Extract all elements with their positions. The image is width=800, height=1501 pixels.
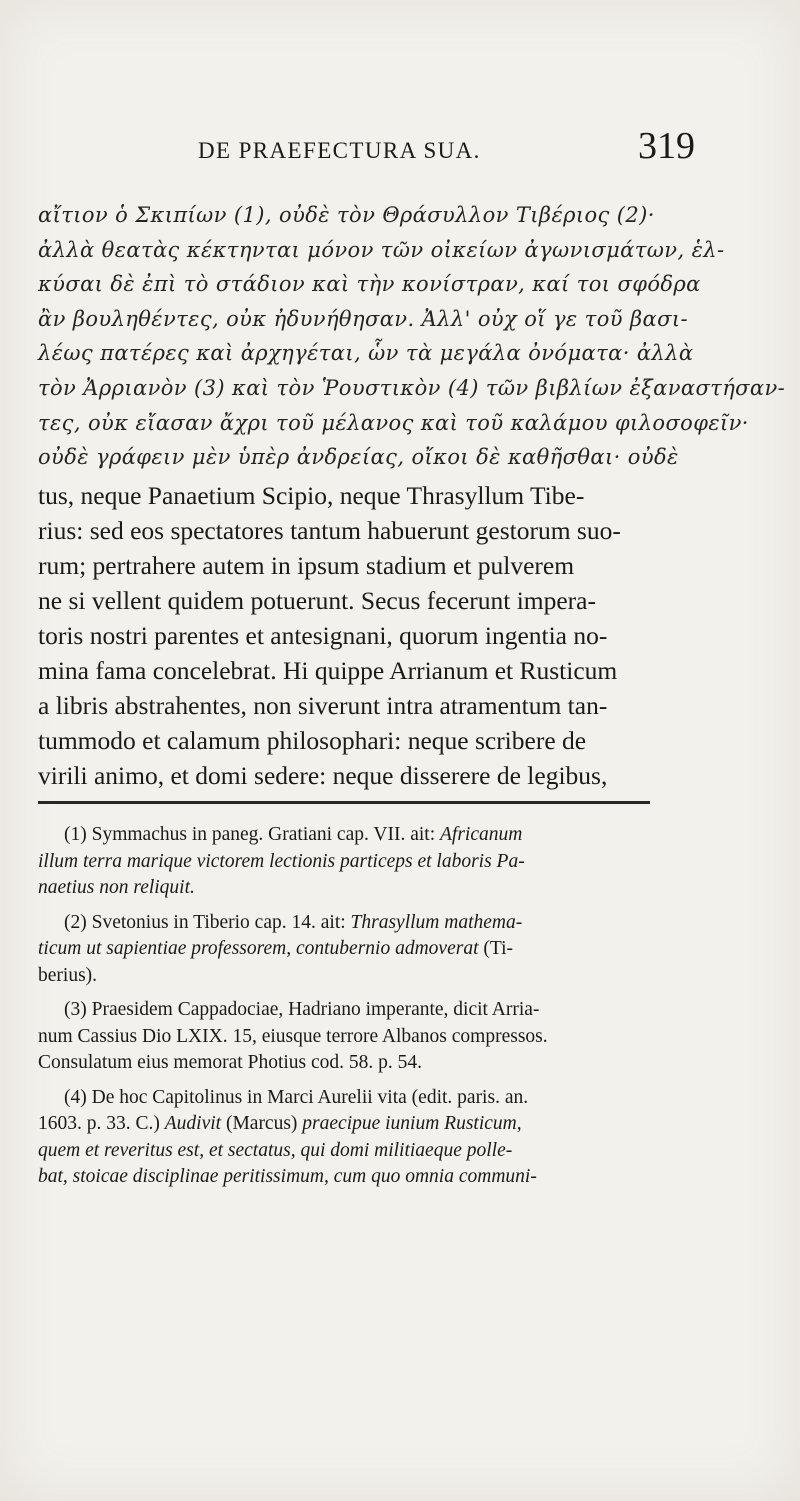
latin-line: a libris abstrahentes, non siverunt intra atramentum tan- [38, 691, 608, 720]
greek-line: αἴτιον ὁ Σκιπίων (1), οὐδὲ τὸν Θράσυλλον Τιβέριος (2)· [38, 203, 655, 227]
latin-line: tummodo et calamum philosophari: neque scribere de [38, 726, 587, 755]
latin-line: virili animo, et domi sedere: neque disserere de legibus, [38, 761, 608, 790]
footnote-2: (2) Svetonius in Tiberio cap. 14. ait: Thrasyllum mathema- ticum ut sapientiae professorem, contubernio admoverat (Ti- berius). [38, 911, 523, 986]
greek-line: οὐδὲ γράφειν μὲν ὑπὲρ ἀνδρείας, οἴκοι δὲ καθῆσθαι· οὐδὲ [38, 445, 679, 470]
latin-line: rius: sed eos spectatores tantum habuerunt gestorum suo- [38, 516, 621, 545]
greek-line: κύσαι δὲ ἐπὶ τὸ στάδιον καὶ τὴν κονίστραν, καί τοι σφόδρα [38, 272, 701, 297]
greek-text-block [38, 198, 786, 475]
footnote-rule [38, 801, 650, 804]
latin-line: rum; pertrahere autem in ipsum stadium et pulverem [38, 551, 575, 580]
greek-line: ἂν βουληθέντες, οὐκ ἠδυνήθησαν. Ἀλλ' οὐχ οἵ γε τοῦ βασι- [38, 306, 688, 331]
footnote-4: (4) De hoc Capitolinus in Marci Aurelii vita (edit. paris. an. 1603. p. 33. C.) Audivit (Marcus) praecipue iunium Rusticum, quem et reveritus est, et sectatus, qui domi militiaeque polle- bat, stoicae disciplinae peritissimum, cum quo omnia communi- [38, 1086, 537, 1187]
greek-line: τες, οὐκ εἴασαν ἄχρι τοῦ μέλανος καὶ τοῦ καλάμου φιλοσοφεῖν· [38, 410, 749, 435]
latin-line: toris nostri parentes et antesignani, quorum ingentia no- [38, 621, 608, 650]
footnote-3: (3) Praesidem Cappadociae, Hadriano imperante, dicit Arria- num Cassius Dio LXIX. 15, eiusque terrore Albanos compressos. Consulatum eius memorat Photius cod. 58. p. 54. [38, 999, 548, 1073]
running-title: DE PRAEFECTURA SUA. [198, 138, 481, 163]
greek-line: τὸν Ἀρριανὸν (3) καὶ τὸν Ῥουστικὸν (4) τῶν βιβλίων ἐξαναστήσαν- [38, 375, 786, 400]
greek-line: λέως πατέρες καὶ ἀρχηγέται, ὧν τὰ μεγάλα ὀνόματα· ἀλλὰ [38, 341, 694, 366]
latin-line: ne si vellent quidem potuerunt. Secus fecerunt impera- [38, 586, 596, 615]
latin-line: tus, neque Panaetium Scipio, neque Thrasyllum Tibe- [38, 481, 585, 510]
latin-line: mina fama concelebrat. Hi quippe Arrianum et Rusticum [38, 656, 618, 685]
latin-text-block [38, 478, 658, 793]
greek-line: ἀλλὰ θεατὰς κέκτηνται μόνον τῶν οἰκείων ἀγωνισμάτων, ἑλ- [38, 237, 725, 262]
footnote-1: (1) Symmachus in paneg. Gratiani cap. VII. ait: Africanum illum terra marique victorem lectionis particeps et laboris Pa- naetius non reliquit. [38, 824, 525, 898]
footnotes [38, 822, 650, 1199]
running-head [150, 124, 695, 174]
page-number: 319 [638, 125, 695, 167]
